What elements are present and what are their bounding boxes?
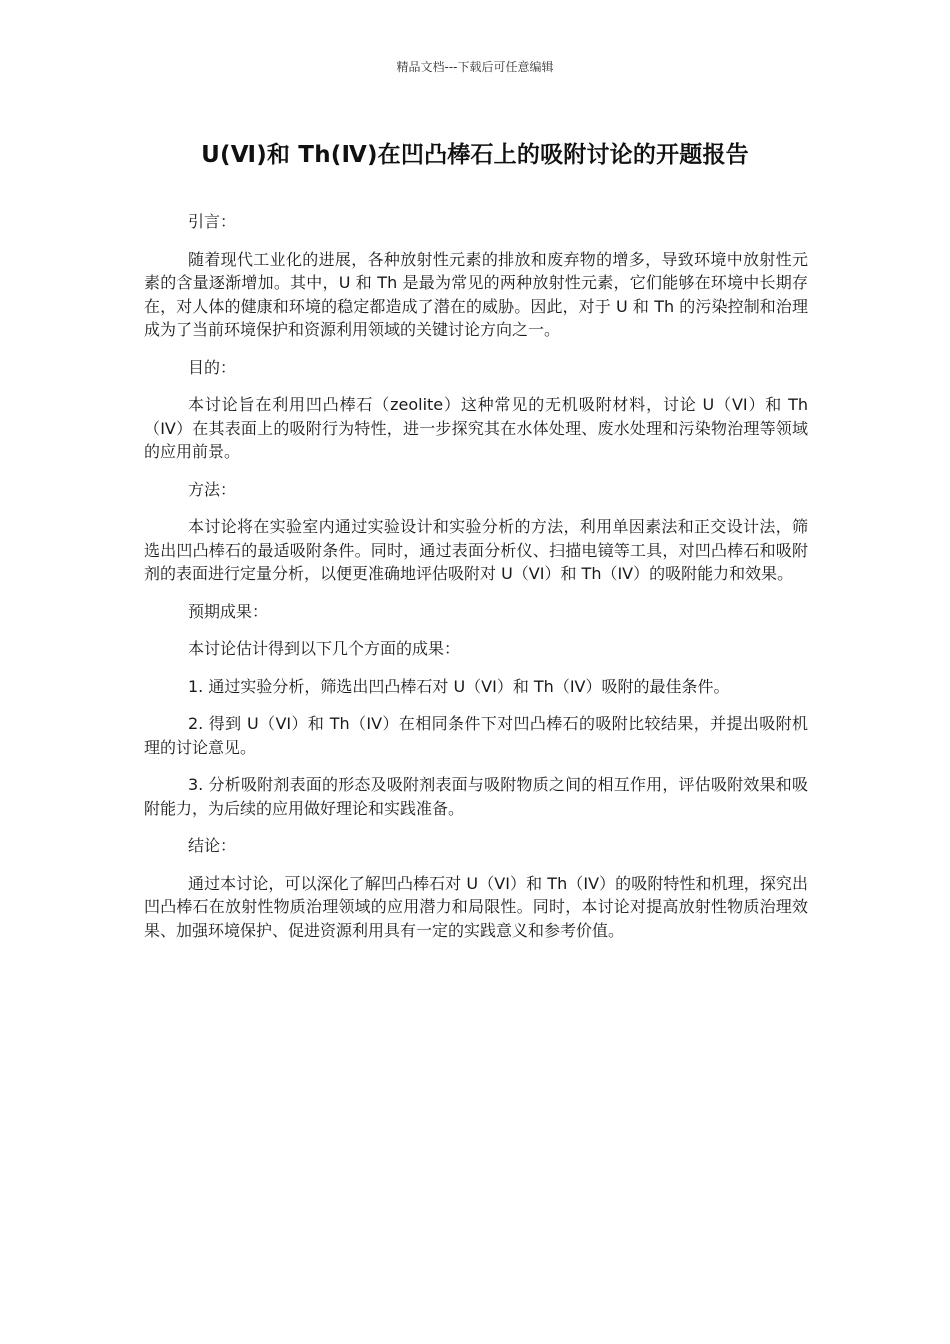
paragraph-expected-intro: 本讨论估计得到以下几个方面的成果： — [188, 639, 461, 658]
document-title: U(Ⅵ)和 Th(Ⅳ)在凹凸棒石上的吸附讨论的开题报告 — [201, 142, 749, 168]
section-heading-introduction: 引言： — [188, 212, 237, 231]
section-heading-conclusion: 结论： — [188, 836, 237, 855]
paragraph-conclusion: 通过本讨论，可以深化了解凹凸棒石对 U（VI）和 Th（IV）的吸附特性和机理，探究出凹凸棒石在放射性物质治理领域的应用潜力和局限性。同时，本讨论对提高放射性物质治理效果、加强环境保护、促进资源利用具有一定的实践意义和参考价值。 — [144, 873, 808, 940]
paragraph-method: 本讨论将在实验室内通过实验设计和实验分析的方法，利用单因素法和正交设计法，筛选出凹凸棒石的最适吸附条件。同时，通过表面分析仪、扫描电镜等工具，对凹凸棒石和吸附剂的表面进行定量分析，以便更准确地评估吸附对 U（VI）和 Th（IV）的吸附能力和效果。 — [144, 517, 808, 583]
list-item-result-1: 1. 通过实验分析，筛选出凹凸棒石对 U（VI）和 Th（IV）吸附的最佳条件。 — [188, 676, 730, 696]
section-heading-purpose: 目的： — [188, 357, 237, 377]
list-item-result-3: 3. 分析吸附剂表面的形态及吸附剂表面与吸附物质之间的相互作用，评估吸附效果和吸附能力，为后续的应用做好理论和实践准备。 — [144, 775, 808, 818]
section-heading-expected-results: 预期成果： — [188, 601, 269, 621]
document-body — [144, 210, 808, 956]
section-heading-method: 方法： — [188, 479, 237, 499]
paragraph-purpose: 本讨论旨在利用凹凸棒石（zeolite）这种常见的无机吸附材料，讨论 U（VI）和 Th（IV）在其表面上的吸附行为特性，进一步探究其在水体处理、废水处理和污染物治理等领域的应用前景。 — [144, 395, 808, 461]
paragraph-introduction: 随着现代工业化的进展，各种放射性元素的排放和废弃物的增多，导致环境中放射性元素的含量逐渐增加。其中，U 和 Th 是最为常见的两种放射性元素，它们能够在环境中长期存在，对人体的健康和环境的稳定都造成了潜在的威胁。因此，对于 U 和 Th 的污染控制和治理成为了当前环境保护和资源利用领域的关键讨论方向之一。 — [144, 249, 808, 339]
page-header-note: 精品文档---下载后可任意编辑 — [396, 60, 554, 74]
list-item-result-2: 2. 得到 U（VI）和 Th（IV）在相同条件下对凹凸棒石的吸附比较结果，并提出吸附机理的讨论意见。 — [144, 714, 808, 757]
